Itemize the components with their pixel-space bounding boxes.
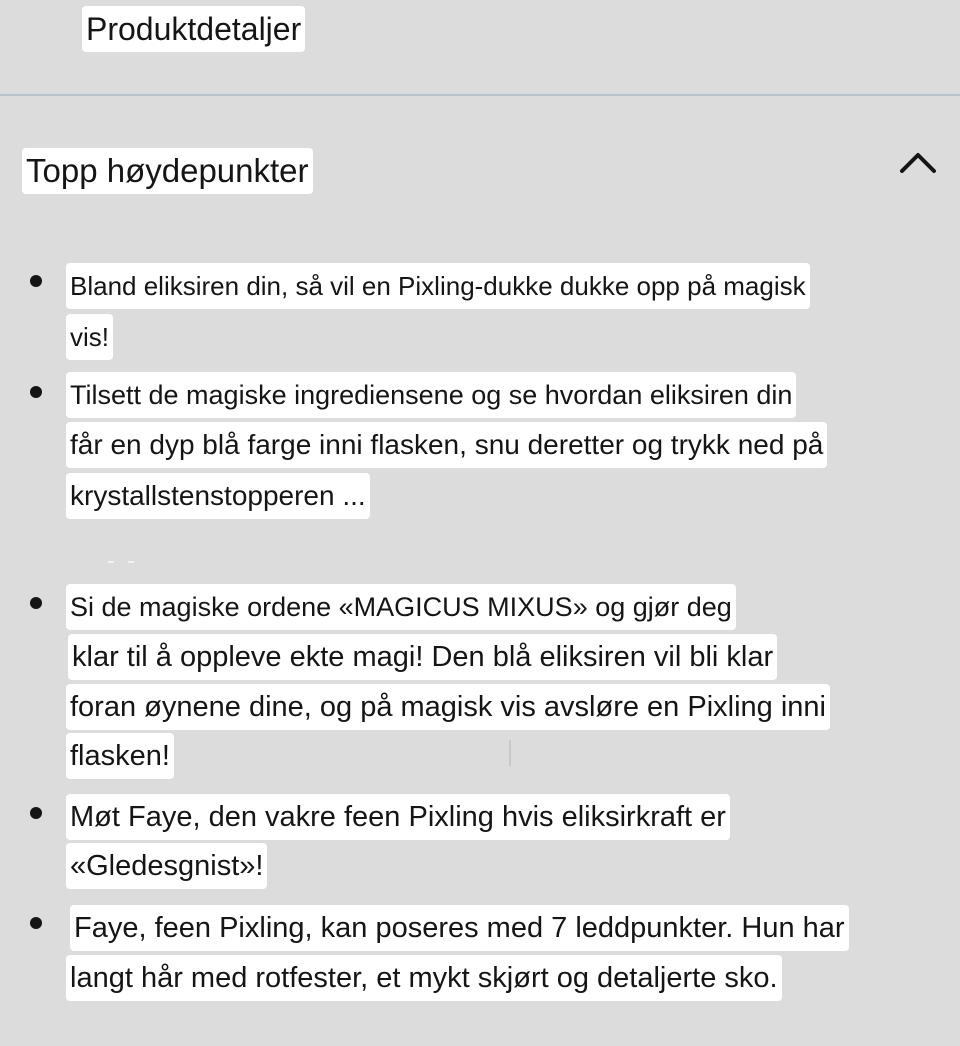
- highlight-item-text: «Gledesgnist»!: [66, 843, 267, 889]
- highlight-item-text: Bland eliksiren din, så vil en Pixling-dukke dukke opp på magisk: [66, 263, 810, 309]
- bullet-dot: [30, 807, 42, 819]
- highlight-item-text: foran øynene dine, og på magisk vis avsløre en Pixling inni: [66, 684, 830, 730]
- highlight-item-text: Møt Faye, den vakre feen Pixling hvis eliksirkraft er: [66, 794, 730, 840]
- highlights-title: Topp høydepunkter: [22, 148, 313, 194]
- highlights-accordion-header[interactable]: [0, 140, 960, 200]
- highlight-item-text: får en dyp blå farge inni flasken, snu deretter og trykk ned på: [66, 422, 827, 468]
- highlight-item-text: langt hår med rotfester, et mykt skjørt og detaljerte sko.: [66, 955, 782, 1001]
- bullet-dot: [30, 597, 42, 609]
- highlight-item-text: vis!: [66, 314, 113, 360]
- section-divider: [0, 94, 960, 96]
- product-details-header[interactable]: [82, 6, 305, 52]
- scan-mark: [509, 740, 511, 766]
- highlight-item-text: klar til å oppleve ekte magi! Den blå eliksiren vil bli klar: [68, 634, 777, 680]
- highlight-item-text: Faye, feen Pixling, kan poseres med 7 leddpunkter. Hun har: [70, 905, 849, 951]
- highlight-item-text: Tilsett de magiske ingrediensene og se hvordan eliksiren din: [66, 372, 796, 418]
- bullet-dot: [30, 386, 42, 398]
- highlight-item-text: flasken!: [66, 733, 174, 779]
- product-details-title: Produktdetaljer: [82, 6, 305, 52]
- scan-mark: [128, 561, 134, 563]
- highlight-item-text: krystallstenstopperen ...: [66, 473, 370, 519]
- scan-mark: [108, 561, 114, 563]
- highlight-item-text: Si de magiske ordene «MAGICUS MIXUS» og gjør deg: [66, 584, 736, 630]
- chevron-up-icon[interactable]: [898, 147, 938, 175]
- bullet-dot: [30, 275, 42, 287]
- bullet-dot: [30, 917, 42, 929]
